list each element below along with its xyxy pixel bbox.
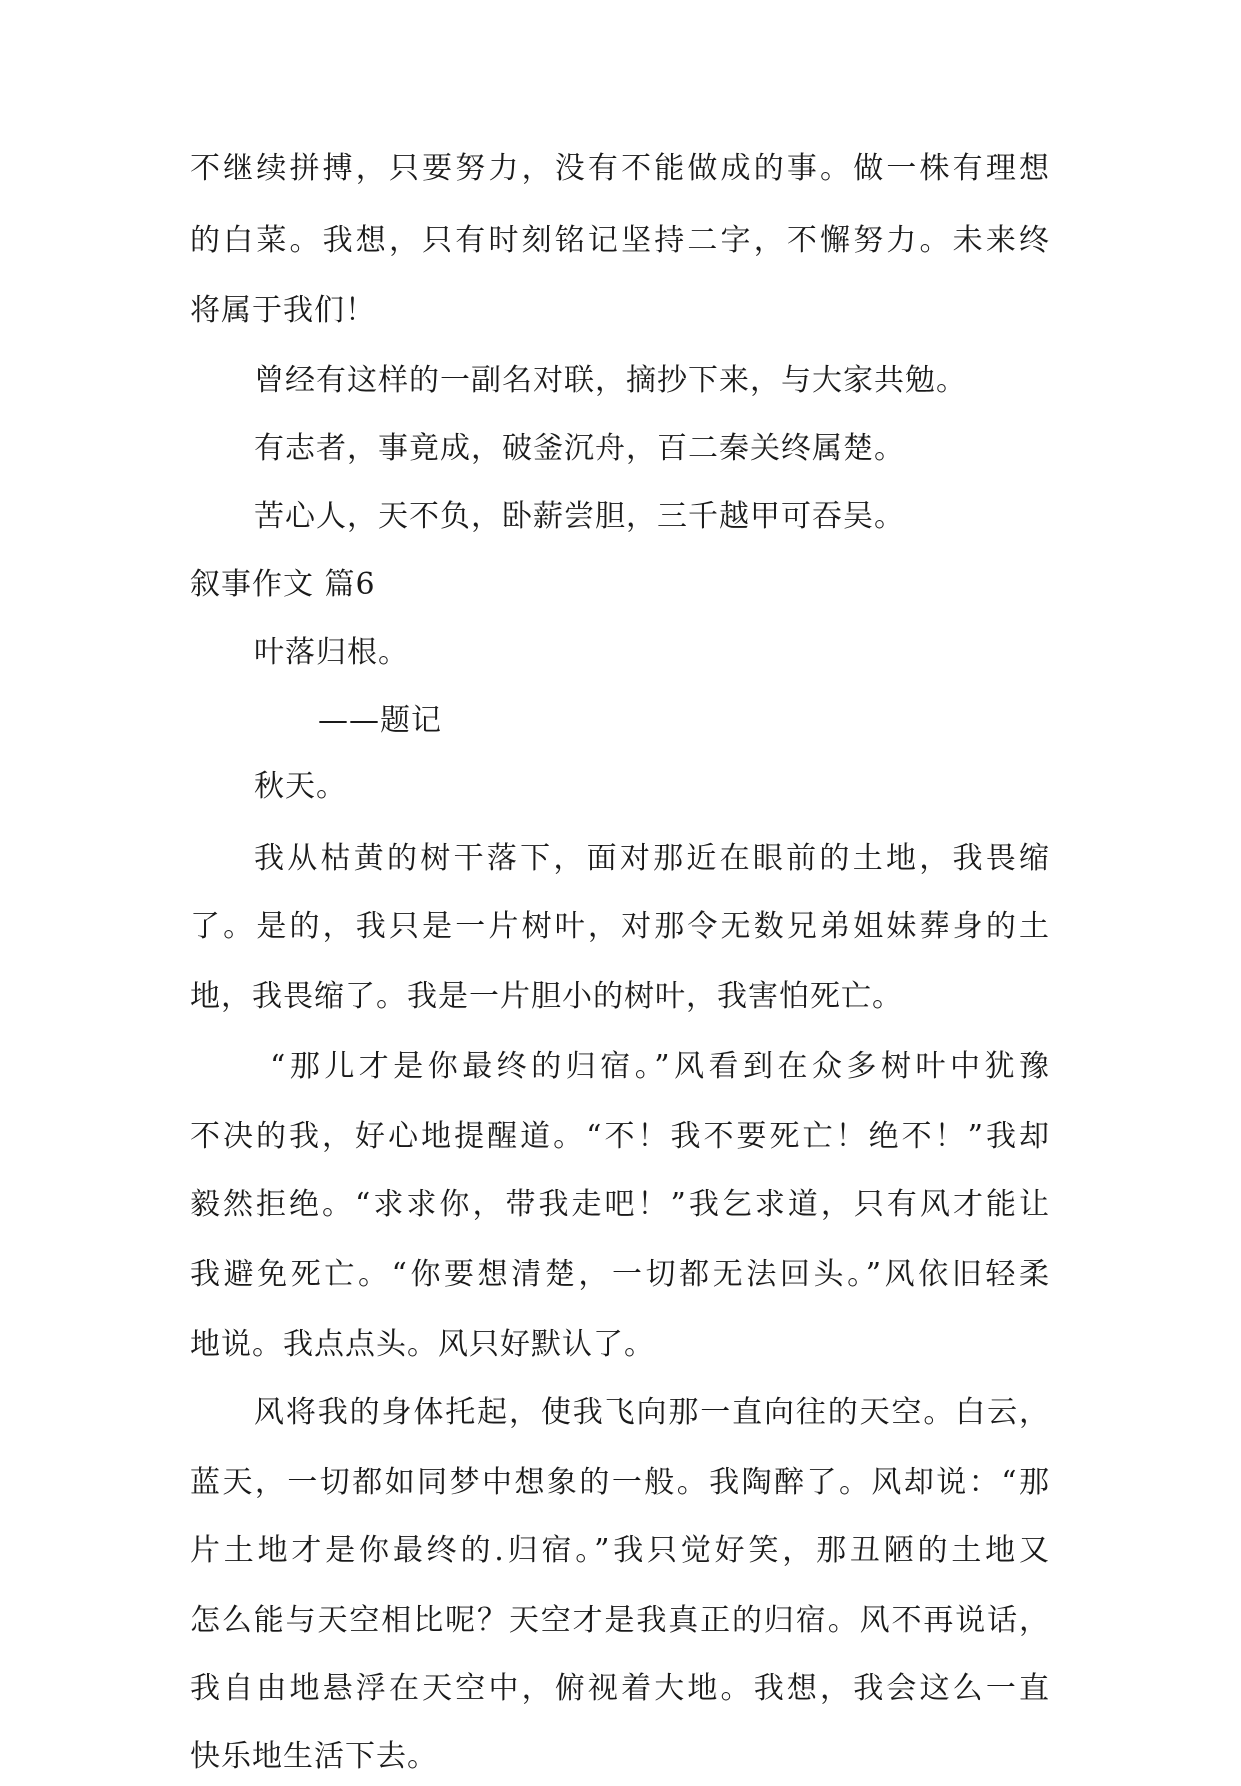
text-line: 了。是的，我只是一片树叶，对那令无数兄弟姐妹葬身的土 <box>190 909 1050 944</box>
text-line: 苦心人，天不负，卧薪尝胆，三千越甲可吞吴。 <box>254 499 905 534</box>
text-line: 地，我畏缩了。我是一片胆小的树叶，我害怕死亡。 <box>190 979 903 1014</box>
text-line: 片土地才是你最终的.归宿。”我只觉好笑，那丑陋的土地又 <box>190 1533 1050 1568</box>
text-line: 快乐地生活下去。 <box>190 1739 438 1774</box>
text-line: 怎么能与天空相比呢？天空才是我真正的归宿。风不再说话， <box>190 1603 1050 1638</box>
text-line: 叶落归根。 <box>254 635 409 670</box>
text-line: 的白菜。我想，只有时刻铭记坚持二字，不懈努力。未来终 <box>190 223 1050 258</box>
text-line: 毅然拒绝。“求求你，带我走吧！”我乞求道，只有风才能让 <box>190 1187 1050 1222</box>
text-line: 不继续拼搏，只要努力，没有不能做成的事。做一株有理想 <box>190 151 1050 186</box>
text-line: 风将我的身体托起，使我飞向那一直向往的天空。白云， <box>254 1395 1050 1430</box>
epigraph-attribution: ——题记 <box>318 703 442 738</box>
text-line: 曾经有这样的一副名对联，摘抄下来，与大家共勉。 <box>254 363 967 398</box>
text-line: 将属于我们！ <box>190 293 376 328</box>
text-line: 我自由地悬浮在天空中，俯视着大地。我想，我会这么一直 <box>190 1671 1050 1706</box>
text-line: 我避免死亡。“你要想清楚，一切都无法回头。”风依旧轻柔 <box>190 1257 1050 1292</box>
text-line: 蓝天，一切都如同梦中想象的一般。我陶醉了。风却说：“那 <box>190 1465 1050 1500</box>
text-line: 秋天。 <box>254 769 347 804</box>
text-line: 我从枯黄的树干落下，面对那近在眼前的土地，我畏缩 <box>254 841 1050 876</box>
text-line: 有志者，事竟成，破釜沉舟，百二秦关终属楚。 <box>254 431 905 466</box>
text-line: “那儿才是你最终的归宿。”风看到在众多树叶中犹豫 <box>270 1049 1050 1084</box>
section-heading: 叙事作文 篇6 <box>190 567 376 602</box>
text-line: 地说。我点点头。风只好默认了。 <box>190 1327 655 1362</box>
text-line: 不决的我，好心地提醒道。“不！我不要死亡！绝不！”我却 <box>190 1119 1050 1154</box>
